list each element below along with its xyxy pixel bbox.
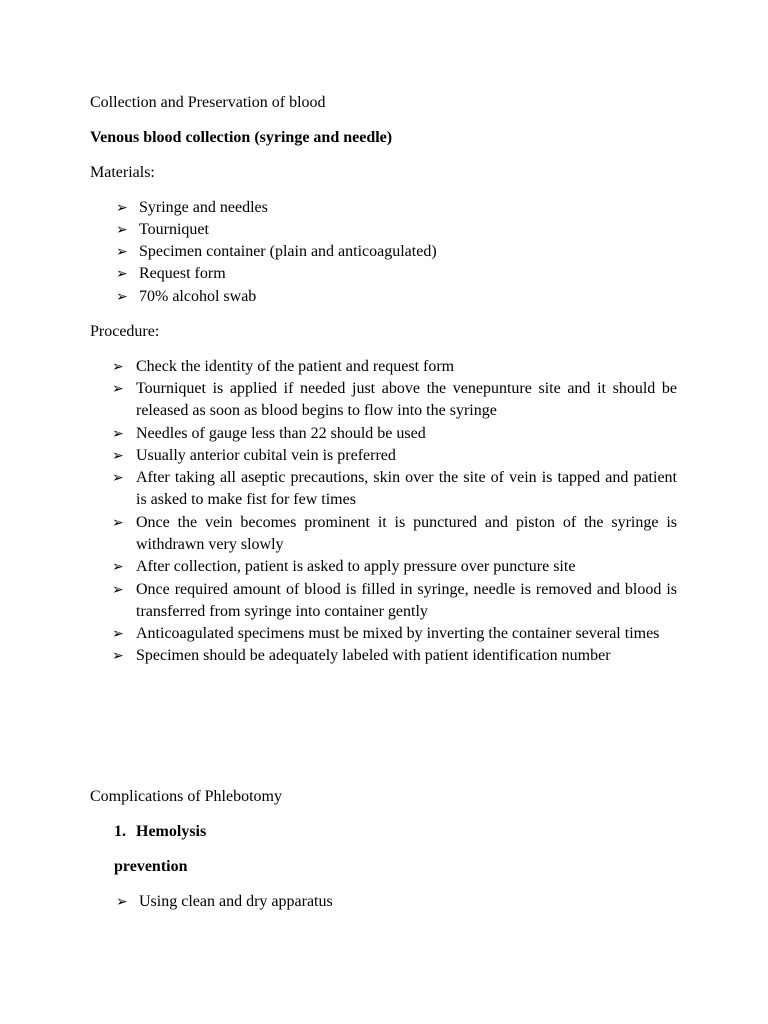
arrowhead-bullet-icon: ➢ xyxy=(112,381,124,397)
materials-label: Materials: xyxy=(90,164,155,181)
list-item-text xyxy=(136,378,677,422)
arrowhead-bullet-icon: ➢ xyxy=(116,222,128,238)
list-item-text: Specimen container (plain and anticoagulated) xyxy=(139,243,437,260)
arrowhead-bullet-icon: ➢ xyxy=(112,648,124,664)
list-item-text: Using clean and dry apparatus xyxy=(139,893,333,910)
arrowhead-bullet-icon: ➢ xyxy=(112,448,124,464)
list-item-line: released as soon as blood begins to flow into the syringe xyxy=(136,402,497,419)
arrowhead-bullet-icon: ➢ xyxy=(112,582,124,598)
arrowhead-bullet-icon: ➢ xyxy=(112,515,124,531)
arrowhead-bullet-icon: ➢ xyxy=(116,266,128,282)
list-item-text xyxy=(136,467,677,511)
list-item-text: Usually anterior cubital vein is preferred xyxy=(136,447,396,464)
list-item-line: After taking all aseptic precautions, skin over the site of vein is tapped and patient xyxy=(136,469,677,486)
arrowhead-bullet-icon: ➢ xyxy=(112,470,124,486)
section-title: Venous blood collection (syringe and needle) xyxy=(90,129,393,146)
list-item-text: Request form xyxy=(139,265,226,282)
list-item-text: Specimen should be adequately labeled with patient identification number xyxy=(136,647,611,664)
list-item-text: Needles of gauge less than 22 should be used xyxy=(136,425,426,442)
arrowhead-bullet-icon: ➢ xyxy=(112,559,124,575)
list-item-line: withdrawn very slowly xyxy=(136,536,284,553)
arrowhead-bullet-icon: ➢ xyxy=(112,626,124,642)
item-title: Hemolysis xyxy=(136,823,207,840)
arrowhead-bullet-icon: ➢ xyxy=(116,244,128,260)
arrowhead-bullet-icon: ➢ xyxy=(116,289,128,305)
arrowhead-bullet-icon: ➢ xyxy=(116,894,128,910)
list-item-line: transferred from syringe into container gently xyxy=(136,603,428,620)
list-item-line: Tourniquet is applied if needed just above the venepunture site and it should be xyxy=(136,380,677,397)
procedure-label: Procedure: xyxy=(90,323,160,340)
arrowhead-bullet-icon: ➢ xyxy=(112,426,124,442)
page-heading: Collection and Preservation of blood xyxy=(90,94,326,111)
list-item-line: is asked to make fist for few times xyxy=(136,491,356,508)
list-item-text: Check the identity of the patient and request form xyxy=(136,358,455,375)
list-item-text xyxy=(136,579,677,623)
list-item-text: Tourniquet xyxy=(139,221,209,238)
list-item-line: Once the vein becomes prominent it is punctured and piston of the syringe is xyxy=(136,514,677,531)
list-item-text xyxy=(136,512,677,556)
arrowhead-bullet-icon: ➢ xyxy=(116,200,128,216)
list-item-text: Anticoagulated specimens must be mixed by inverting the container several times xyxy=(136,625,660,642)
list-item-text: 70% alcohol swab xyxy=(139,288,257,305)
arrowhead-bullet-icon: ➢ xyxy=(112,359,124,375)
list-item-text: Syringe and needles xyxy=(139,199,268,216)
list-item-text: After collection, patient is asked to apply pressure over puncture site xyxy=(136,558,576,575)
item-number: 1. xyxy=(114,823,126,840)
complications-heading: Complications of Phlebotomy xyxy=(90,788,282,805)
prevention-subheading: prevention xyxy=(114,858,188,875)
list-item-line: Once required amount of blood is filled in syringe, needle is removed and blood is xyxy=(136,581,677,598)
